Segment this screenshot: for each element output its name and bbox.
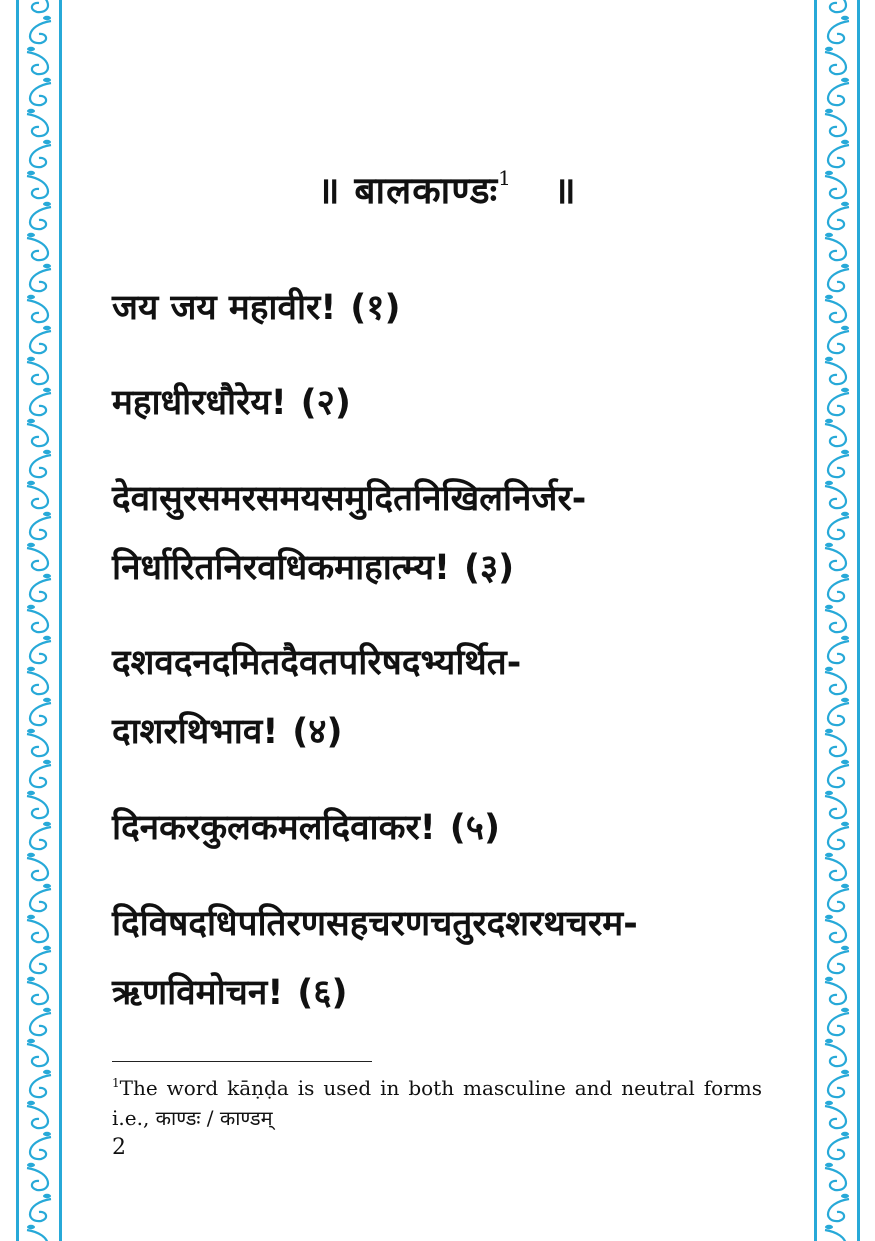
verse-6-line-2: [112, 968, 348, 1015]
verse-6-line-1: [112, 899, 638, 946]
title-text: ॥ बालकाण्डः: [317, 169, 499, 212]
verse-text: महाधीरधौरेय!: [112, 383, 287, 423]
left-decorative-border: [14, 0, 64, 1241]
vine-ornament-icon: [818, 0, 856, 1241]
verse-text: जय जय महावीर!: [112, 288, 337, 328]
verse-number: (६): [297, 973, 348, 1013]
verse-number: (२): [300, 383, 351, 423]
vine-ornament-icon: [20, 0, 58, 1241]
verse-number: (३): [463, 548, 515, 588]
page-content: [112, 0, 782, 1241]
verse-number: (५): [449, 808, 500, 848]
verse-number: (४): [292, 712, 343, 752]
footnote: [112, 1068, 762, 1133]
verse-text: दिविषदधिपतिरणसहचरणचतुरदशरथचरम-: [112, 904, 638, 944]
verse-text: दशवदनदमितदैवतपरिषदभ्यर्थित-: [112, 643, 522, 683]
verse-text: देवासुरसमरसमयसमुदितनिखिलनिर्जर-: [112, 479, 587, 519]
verse-4-line-2: [112, 707, 343, 754]
footnote-divider: [112, 1061, 372, 1062]
verse-3-line-2: [112, 543, 514, 590]
verse-text: ऋणविमोचन!: [112, 973, 284, 1013]
verse-2: [112, 378, 351, 425]
verse-3-line-1: [112, 474, 586, 521]
verse-4-line-1: [112, 638, 521, 685]
verse-1: [112, 283, 401, 330]
verse-text: दिनकरकुलकमलदिवाकर!: [112, 808, 436, 848]
page-title: [112, 163, 782, 214]
page-number: 2: [112, 1135, 126, 1160]
footnote-marker: 1: [498, 166, 512, 190]
verse-text: निर्धारितनिरवधिकमाहात्म्य!: [112, 548, 450, 588]
footnote-marker: 1: [112, 1076, 120, 1090]
right-decorative-border: [812, 0, 862, 1241]
title-closing: ॥: [553, 169, 577, 212]
verse-5: [112, 803, 500, 850]
verse-number: (१): [350, 288, 401, 328]
verse-text: दाशरथिभाव!: [112, 712, 279, 752]
footnote-text: The word kāṇḍa is used in both masculine and neutral forms i.e., काण्डः / काण्डम्: [112, 1076, 762, 1130]
